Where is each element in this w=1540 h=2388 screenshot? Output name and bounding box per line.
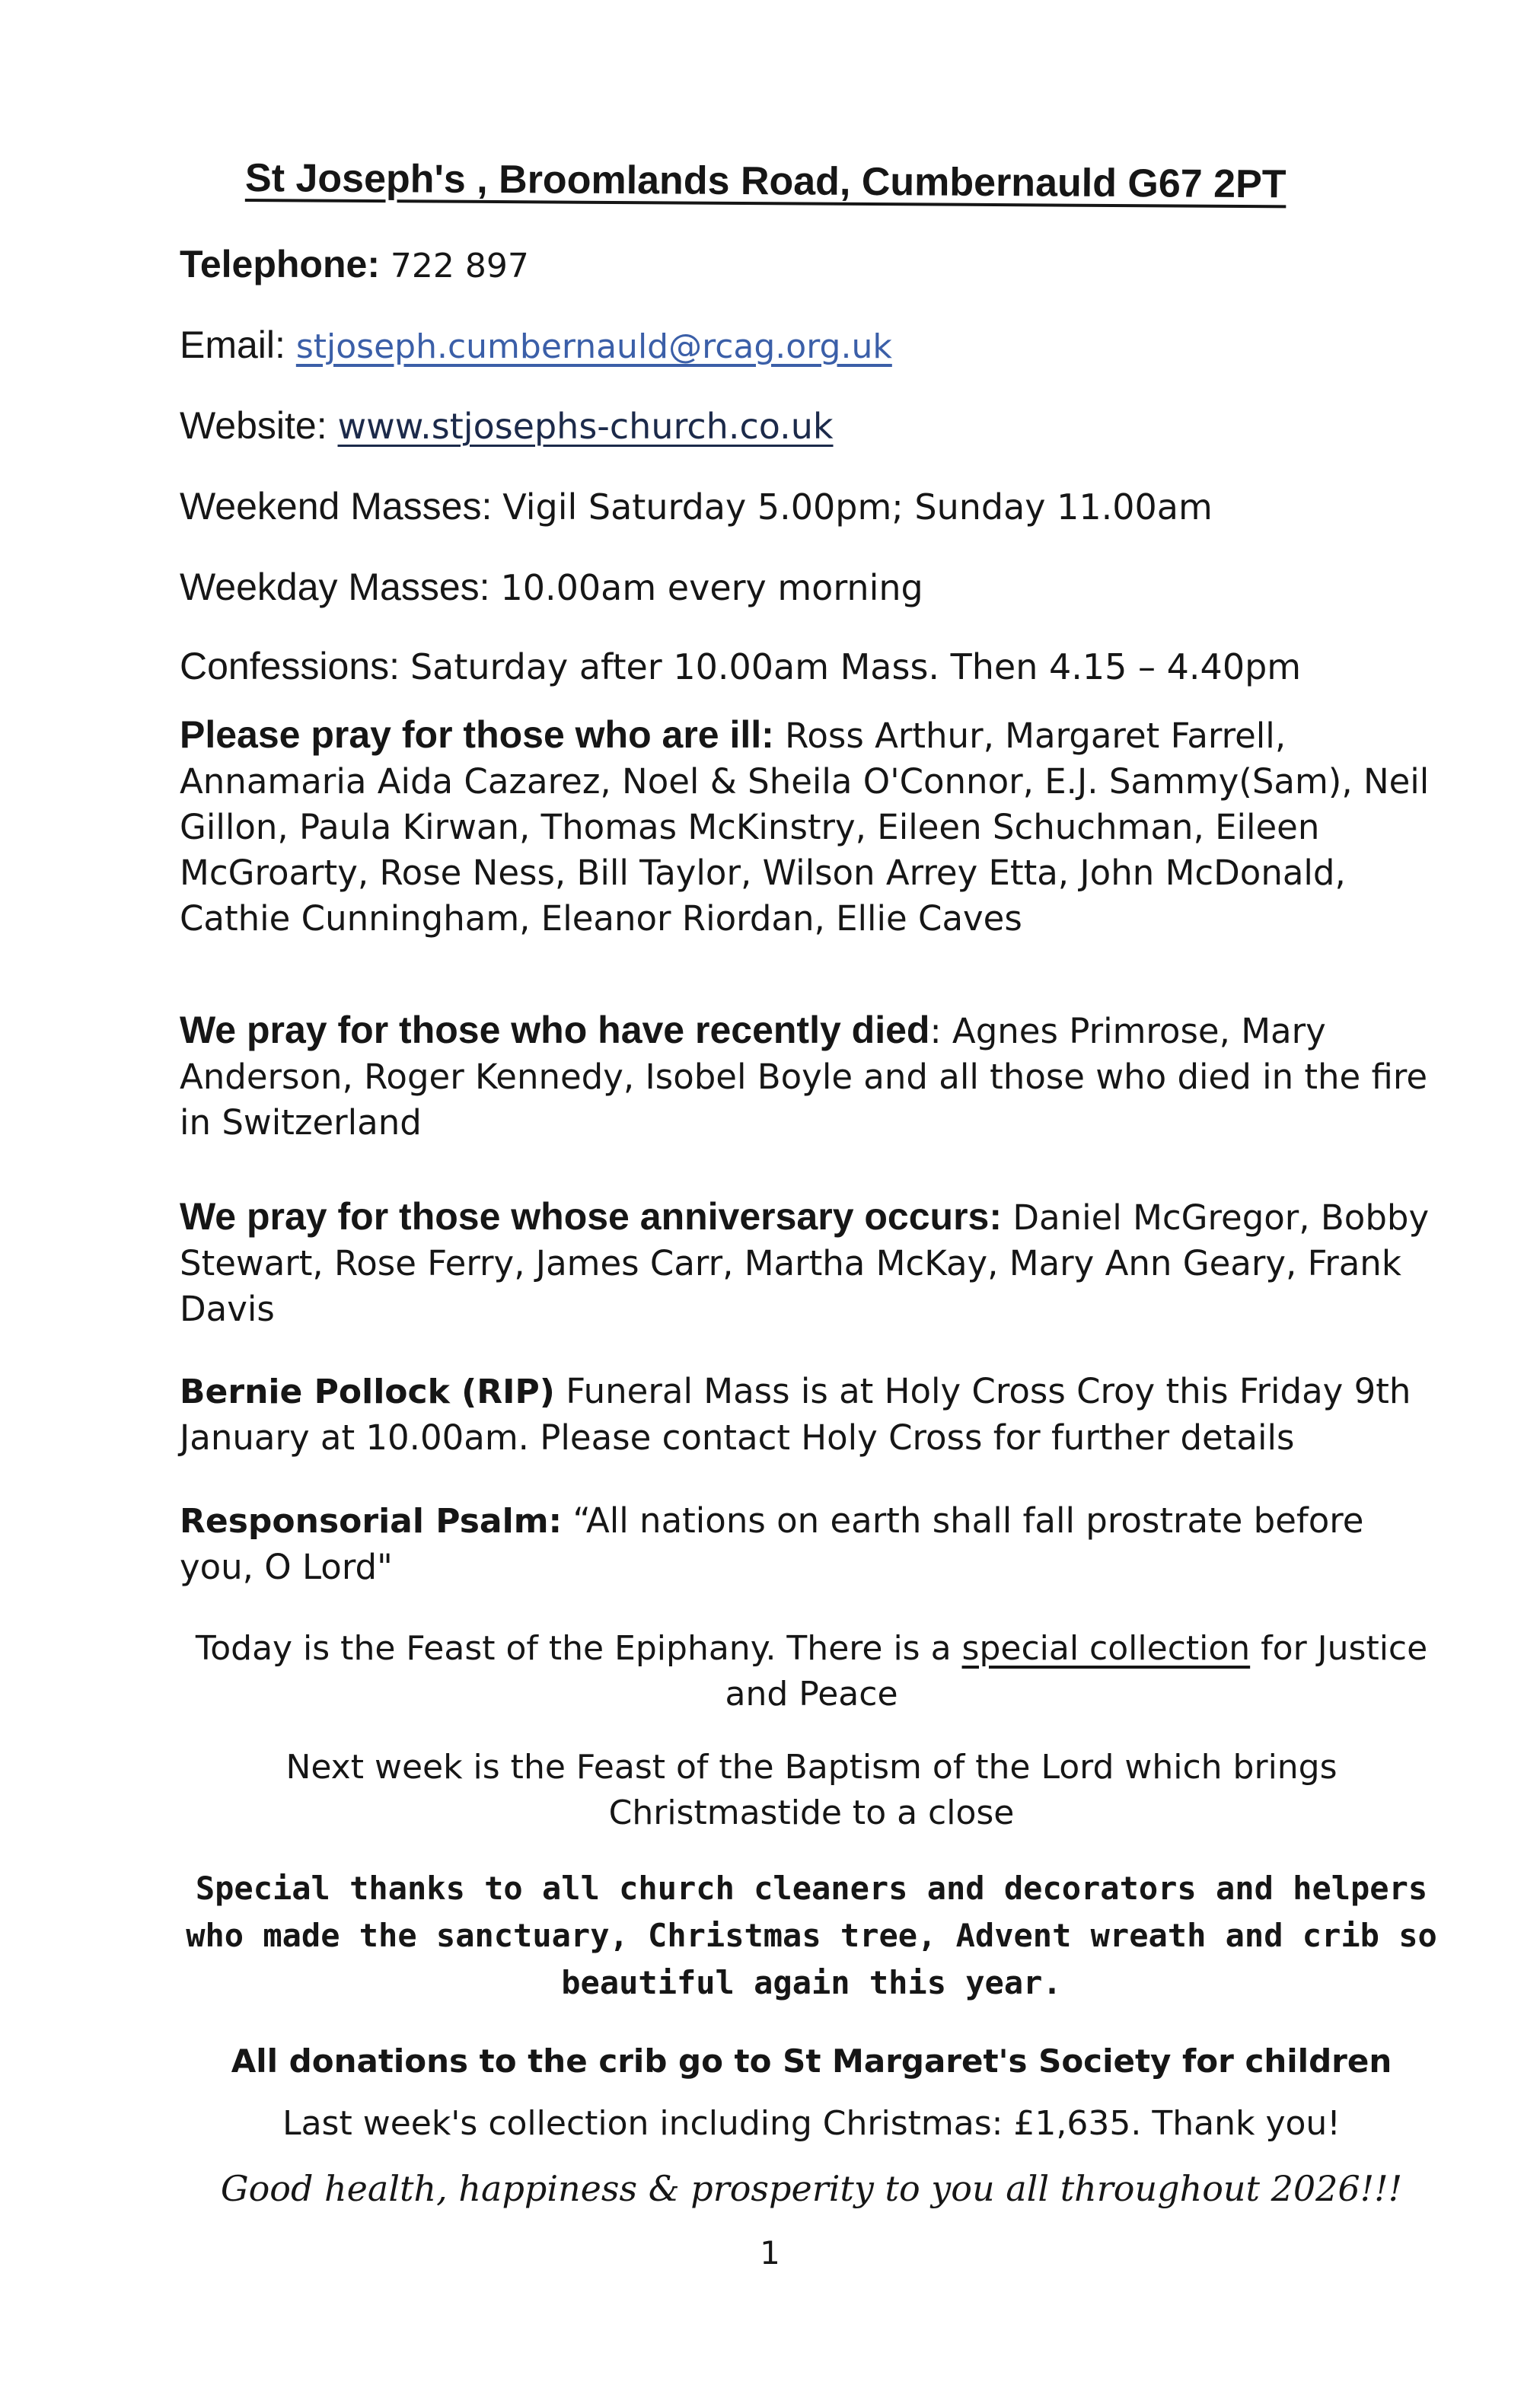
special-collection-underlined: special collection <box>961 1629 1251 1668</box>
email-label: Email: <box>180 324 285 366</box>
sick-prayer-lead: Please pray for those who are ill: <box>180 713 774 756</box>
confessions-line <box>180 644 1301 688</box>
sick-prayer-paragraph <box>180 712 1443 942</box>
website-link[interactable]: www.stjosephs-church.co.uk <box>337 406 834 447</box>
epiphany-text-end: for Justice and Peace <box>725 1629 1428 1714</box>
confessions-label: Confessions: <box>180 645 400 687</box>
deceased-prayer-paragraph <box>180 1007 1443 1146</box>
new-year-greeting: Good health, happiness & prosperity to you all throughout 2026!!! <box>220 2168 1403 2209</box>
telephone-value: 722 897 <box>390 247 529 285</box>
anniversary-prayer-lead: We pray for those whose anniversary occurs: <box>180 1195 1003 1238</box>
psalm-notice <box>180 1498 1443 1590</box>
deceased-prayer-lead: We pray for those who have recently died <box>180 1009 930 1051</box>
telephone-label: Telephone: <box>180 243 380 285</box>
weekday-masses-line <box>180 565 923 609</box>
anniversary-prayer-paragraph <box>180 1194 1443 1332</box>
epiphany-notice <box>180 1626 1443 1717</box>
weekday-masses-label: Weekday Masses: <box>180 566 490 608</box>
funeral-name: Bernie Pollock (RIP) <box>180 1373 555 1411</box>
weekend-masses-label: Weekend Masses: <box>180 485 493 528</box>
epiphany-text-start: Today is the Feast of the Epiphany. There is a <box>195 1629 952 1668</box>
deceased-prayer-names: : Agnes Primrose, Mary Anderson, Roger Kennedy, Isobel Boyle and all those who died in the fire in Switzerland <box>180 1011 1428 1143</box>
page-title: St Joseph's , Broomlands Road, Cumbernauld G67 2PT <box>244 156 1287 207</box>
psalm-text: “All nations on earth shall fall prostrate before you, O Lord" <box>180 1500 1364 1587</box>
website-line <box>180 403 834 448</box>
donations-notice: All donations to the crib go to St Margaret's Society for children <box>231 2042 1392 2080</box>
anniversary-prayer-names: Daniel McGregor, Bobby Stewart, Rose Ferry, James Carr, Martha McKay, Mary Ann Geary, Frank Davis <box>180 1197 1430 1329</box>
sick-prayer-names: Ross Arthur, Margaret Farrell, Annamaria Aida Cazarez, Noel & Sheila O'Connor, E.J. Sammy(Sam), Neil Gillon, Paula Kirwan, Thomas McKinstry, Eileen Schuchman, Eileen McGroarty, Rose Ness, Bill Taylor, Wilson Arrey Etta, John McDonald, Cathie Cunningham, Eleanor Riordan, Ellie Caves <box>180 716 1430 939</box>
thanks-notice: Special thanks to all church cleaners and decorators and helpers who made the sanctuary, Christmas tree, Advent wreath and crib so beautiful again this year. <box>186 1870 1437 2001</box>
page-number: 1 <box>760 2234 780 2272</box>
collection-notice: Last week's collection including Christmas: £1,635. Thank you! <box>282 2104 1341 2143</box>
weekend-masses-value: Vigil Saturday 5.00pm; Sunday 11.00am <box>502 486 1213 528</box>
email-line <box>180 323 892 367</box>
email-link[interactable]: stjoseph.cumbernauld@rcag.org.uk <box>295 327 892 366</box>
funeral-text: Funeral Mass is at Holy Cross Croy this Friday 9th January at 10.00am. Please contact Holy Cross for further details <box>180 1371 1411 1458</box>
weekend-masses-line <box>180 484 1213 528</box>
confessions-value: Saturday after 10.00am Mass. Then 4.15 – 4.40pm <box>410 646 1302 687</box>
psalm-label: Responsorial Psalm: <box>180 1502 563 1541</box>
baptism-notice: Next week is the Feast of the Baptism of the Lord which brings Christmastide to a close <box>285 1748 1338 1832</box>
telephone-line <box>180 242 529 286</box>
weekday-masses-value: 10.00am every morning <box>500 567 923 608</box>
funeral-notice <box>180 1369 1443 1461</box>
website-label: Website: <box>180 404 327 447</box>
